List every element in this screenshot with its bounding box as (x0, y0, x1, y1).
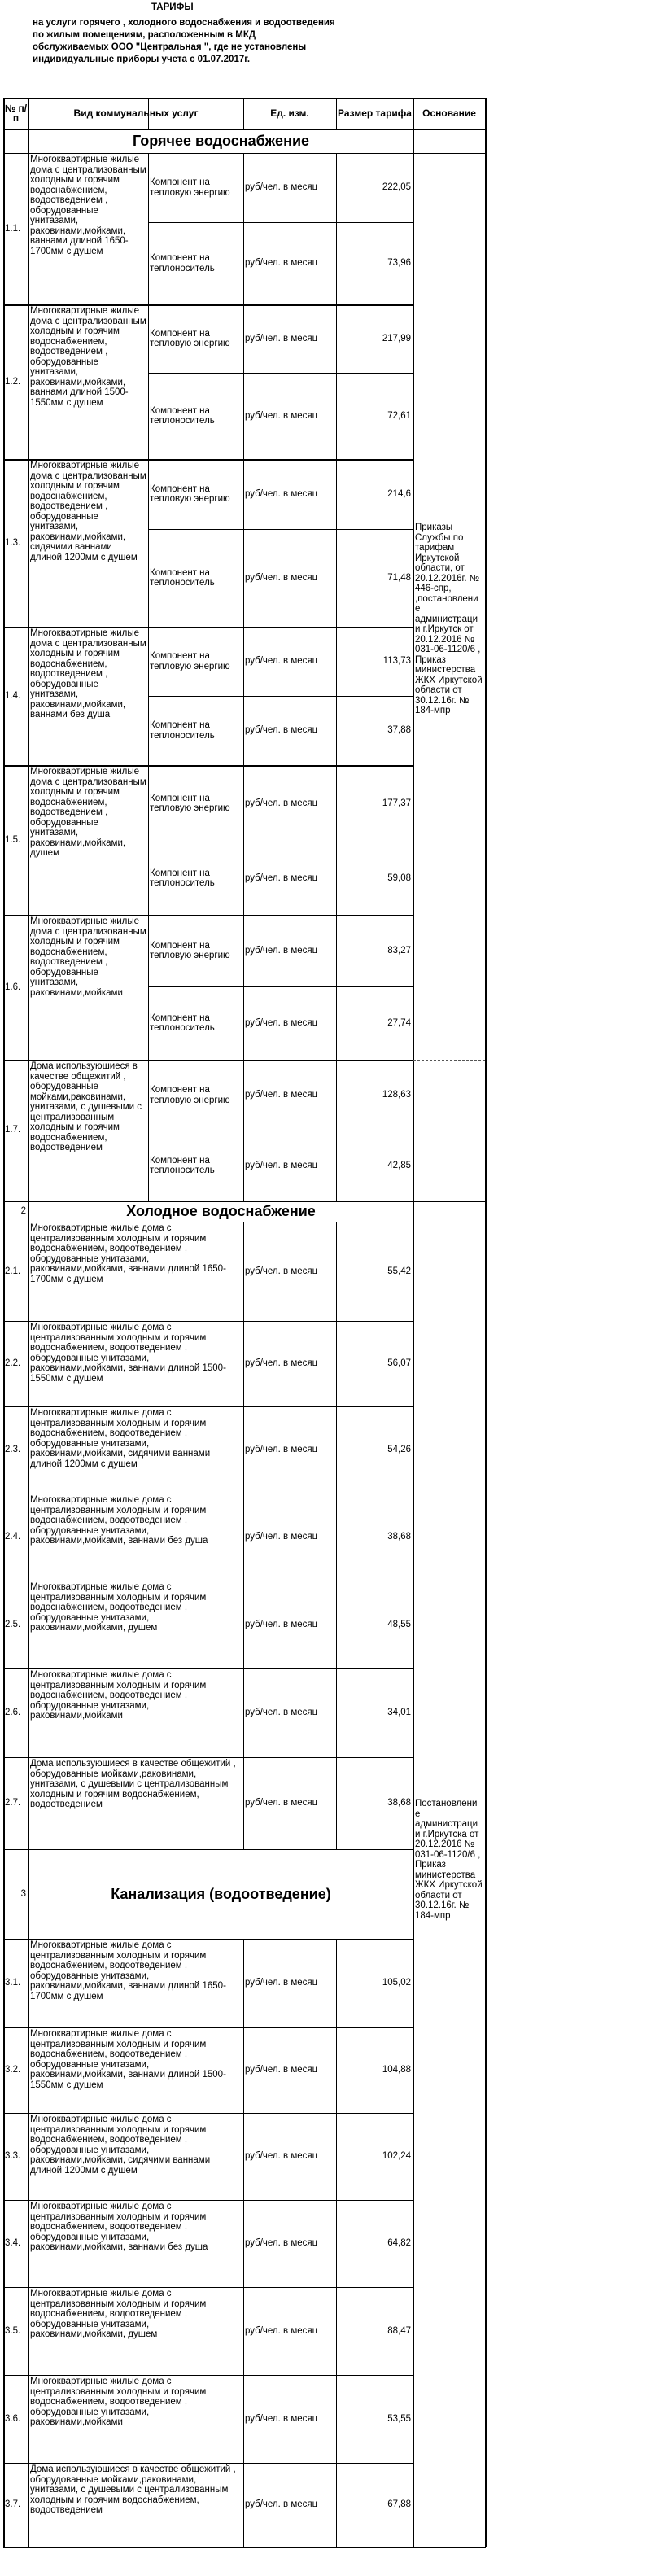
grid-line (243, 2027, 244, 2113)
grid-line (3, 1939, 5, 2027)
grid-line (243, 1581, 244, 1668)
grid-line (3, 1494, 5, 1581)
grid-line (413, 1939, 414, 2027)
service-description: Многоквартирные жилые дома с централизованным холодным и горячим водоснабжением, водоотведением , оборудованные унитазами, раковинами,мойками (30, 1670, 207, 1721)
grid-line (243, 1406, 244, 1494)
row-number: 2.1. (5, 1266, 21, 1276)
grid-line (243, 459, 244, 627)
row-number: 1.6. (5, 982, 21, 992)
tariff-value: 54,26 (387, 1445, 411, 1455)
row-number: 1.5. (5, 834, 21, 845)
tariff-value: 71,48 (387, 572, 411, 583)
grid-line (28, 1201, 29, 1222)
component-thermal-energy: Компонент на тепловую энергию (150, 177, 230, 198)
section-number-sewer: 3 (20, 1888, 26, 1899)
grid-line (148, 627, 149, 765)
grid-line (485, 1849, 487, 1939)
grid-line (28, 1222, 29, 1321)
section-title-hot: Горячее водоснабжение (132, 132, 310, 149)
row-number: 2.2. (5, 1358, 21, 1369)
grid-line (336, 627, 337, 765)
grid-line (336, 2287, 337, 2375)
grid-line (3, 129, 5, 153)
unit-cell: руб/чел. в месяц (245, 1532, 318, 1542)
row-number: 1.4. (5, 690, 21, 701)
grid-line (336, 304, 337, 459)
tariff-value: 67,88 (387, 2499, 411, 2510)
tariff-value: 105,02 (382, 1978, 411, 1988)
unit-cell: руб/чел. в месяц (245, 2238, 318, 2249)
tariff-value: 113,73 (382, 656, 411, 667)
unit-cell: руб/чел. в месяц (245, 1090, 318, 1100)
component-thermal-energy: Компонент на тепловую энергию (150, 793, 230, 813)
grid-line (485, 153, 487, 304)
component-thermal-energy: Компонент на тепловую энергию (150, 328, 230, 348)
header-line-4: индивидуальные приборы учета с 01.07.2017г. (33, 55, 251, 64)
grid-line (413, 1581, 414, 1668)
grid-line (413, 2287, 414, 2375)
unit-cell: руб/чел. в месяц (245, 945, 318, 956)
grid-line (336, 765, 337, 915)
row-number: 3.1. (5, 1978, 21, 1988)
grid-line (28, 2027, 29, 2113)
unit-cell: руб/чел. в месяц (245, 572, 318, 583)
grid-line (3, 153, 5, 304)
unit-cell: руб/чел. в месяц (245, 725, 318, 736)
tariff-value: 38,68 (387, 1532, 411, 1542)
grid-line (413, 1494, 414, 1581)
component-heat-carrier: Компонент на теплоноситель (150, 567, 215, 588)
tariff-value: 88,47 (387, 2325, 411, 2336)
row-number: 2.4. (5, 1532, 21, 1542)
grid-line (148, 986, 414, 987)
grid-line (485, 2113, 487, 2200)
grid-line (28, 627, 29, 765)
grid-line (336, 459, 337, 627)
service-description: Многоквартирные жилые дома с централизованным холодным и горячим водоснабжением, водоотведением , оборудованные унитазами, раковинами,мойками, ваннами длиной 1500-1550мм с душем (30, 1323, 226, 1384)
unit-cell: руб/чел. в месяц (245, 656, 318, 667)
row-number: 3.4. (5, 2238, 21, 2249)
grid-line (336, 2375, 337, 2463)
tariff-value: 104,88 (382, 2065, 411, 2075)
grid-line (336, 1406, 337, 1494)
grid-line (28, 459, 29, 627)
grid-line (243, 1757, 244, 1849)
grid-line (243, 1060, 244, 1201)
grid-line (148, 304, 149, 459)
row-number: 2.7. (5, 1798, 21, 1808)
grid-line (3, 1757, 5, 1849)
grid-line (3, 1668, 5, 1757)
grid-line (3, 1849, 5, 1939)
grid-line (243, 1939, 244, 2027)
unit-cell: руб/чел. в месяц (245, 2325, 318, 2336)
grid-line (485, 2287, 487, 2375)
grid-line (148, 696, 414, 697)
tariff-value: 27,74 (387, 1017, 411, 1028)
header-line-1: на услуги горячего , холодного водоснабжения и водоотведения (33, 18, 335, 28)
unit-cell: руб/чел. в месяц (245, 488, 318, 499)
unit-cell: руб/чел. в месяц (245, 1708, 318, 1718)
grid-line (413, 1849, 414, 1939)
row-number: 3.3. (5, 2151, 21, 2162)
unit-cell: руб/чел. в месяц (245, 2499, 318, 2510)
service-description: Многоквартирные жилые дома с централизованным холодным и горячим водоснабжением, водоотведением , оборудованные унитазами, раковинами,мойками, ваннами длиной 1650-1700мм с душем (30, 1940, 226, 2001)
unit-cell: руб/чел. в месяц (245, 2151, 318, 2162)
grid-line (28, 1939, 29, 2027)
grid-line (243, 304, 244, 459)
grid-line (28, 1494, 29, 1581)
grid-line (336, 1321, 337, 1406)
grid-line (243, 915, 244, 1060)
tariff-value: 48,55 (387, 1619, 411, 1629)
component-heat-carrier: Компонент на теплоноситель (150, 1155, 215, 1175)
component-heat-carrier: Компонент на теплоноситель (150, 1012, 215, 1033)
tariff-value: 83,27 (387, 945, 411, 956)
tariff-value: 53,55 (387, 2413, 411, 2424)
grid-line (413, 129, 414, 153)
unit-cell: руб/чел. в месяц (245, 1017, 318, 1028)
grid-line (28, 915, 29, 1060)
unit-cell: руб/чел. в месяц (245, 798, 318, 808)
grid-line (413, 153, 414, 304)
grid-line (28, 2375, 29, 2463)
grid-line (3, 1321, 5, 1406)
grid-line (243, 153, 244, 304)
grid-line (485, 1060, 487, 1201)
grid-line (243, 2200, 244, 2287)
service-description: Многоквартирные жилые дома с централизованным холодным и горячим водоснабжением, водоотведением , оборудованные унитазами, раковинами,мойками (30, 2377, 207, 2427)
row-number: 2.6. (5, 1708, 21, 1718)
grid-line (413, 2547, 486, 2548)
service-description: Дома используюшиеся в качестве общежитий , оборудованные мойками,раковинами, унитазами, с душевыми с централизованным холодным и горячим водоснабжением, водоотведением (30, 1061, 142, 1152)
grid-line (3, 2287, 5, 2375)
grid-line (243, 765, 244, 915)
grid-line (413, 1222, 414, 1321)
unit-cell: руб/чел. в месяц (245, 333, 318, 343)
grid-line (336, 2463, 337, 2547)
grid-line (148, 153, 149, 304)
grid-line (28, 1321, 29, 1406)
header-col-num: № п/п (4, 102, 28, 124)
grid-line (485, 915, 487, 1060)
grid-line (3, 2375, 5, 2463)
grid-line (336, 2200, 337, 2287)
grid-line (243, 2463, 244, 2547)
grid-line (485, 1222, 487, 1321)
header-line-3: обслуживаемых ООО "Центральная ", где не установлены (33, 42, 307, 52)
basis-note-hot: Приказы Службы по тарифам Иркутской области, от 20.12.2016г. № 446-спр, ,постановлени е администраци и г.Иркутск от 20.12.2016 № 031-06-1120/6 , Приказ министерства ЖКХ Иркутской области от 30.12.16г. № 184-мпр (415, 523, 483, 715)
basis-note-cold: Постановлени е администраци и г.Иркутска от 20.12.2016 № 031-06-1120/6 , Приказ министерства ЖКХ Иркутской области от 30.12.16г. № 184-мпр (415, 1799, 483, 1921)
unit-cell: руб/чел. в месяц (245, 1445, 318, 1455)
grid-line (148, 222, 414, 223)
grid-line (243, 627, 244, 765)
grid-line (28, 2287, 29, 2375)
grid-line (336, 1222, 337, 1321)
tariff-value: 38,68 (387, 1798, 411, 1808)
section-title-sewer: Канализация (водоотведение) (111, 1885, 331, 1902)
grid-line (336, 2027, 337, 2113)
grid-line (485, 2200, 487, 2287)
tariff-value: 222,05 (382, 182, 411, 193)
grid-line (3, 2547, 414, 2548)
tariff-value: 56,07 (387, 1358, 411, 1369)
grid-line (28, 153, 29, 304)
tariff-value: 73,96 (387, 258, 411, 269)
tariff-value: 128,63 (382, 1090, 411, 1100)
unit-cell: руб/чел. в месяц (245, 1619, 318, 1629)
tariff-value: 177,37 (382, 798, 411, 808)
grid-line (336, 1060, 337, 1201)
service-description: Многоквартирные жилые дома с централизованным холодным и горячим водоснабжением, водоотведением , оборудованные унитазами, раковинами,мойками, ваннами длиной 1650-1700мм с душем (30, 155, 146, 256)
grid-line (3, 627, 5, 765)
grid-line (28, 765, 29, 915)
service-description: Многоквартирные жилые дома с централизованным холодным и горячим водоснабжением, водоотведением , оборудованные унитазами, раковинами,мойками, сидячими ваннами длиной 1200мм с душем (30, 1408, 211, 1469)
grid-line (413, 1406, 414, 1494)
grid-line (3, 765, 5, 915)
unit-cell: руб/чел. в месяц (245, 1978, 318, 1988)
section-number-cold: 2 (20, 1205, 26, 1216)
row-number: 1.2. (5, 376, 21, 387)
service-description: Дома используюшиеся в качестве общежитий , оборудованные мойками,раковинами, унитазами, с душевыми с централизованным холодным и горячим водоснабжением, водоотведением (30, 1759, 236, 1809)
grid-line (485, 765, 487, 915)
service-description: Многоквартирные жилые дома с централизованным холодным и горячим водоснабжением, водоотведением , оборудованные унитазами, раковинами,мойками, душем (30, 1582, 207, 1633)
grid-line (28, 1060, 29, 1201)
component-heat-carrier: Компонент на теплоноситель (150, 253, 215, 273)
unit-cell: руб/чел. в месяц (245, 1358, 318, 1369)
grid-line (243, 1222, 244, 1321)
grid-line (485, 2027, 487, 2113)
unit-cell: руб/чел. в месяц (245, 410, 318, 421)
row-number: 1.3. (5, 537, 21, 548)
grid-line (413, 2463, 414, 2547)
tariff-value: 102,24 (382, 2151, 411, 2162)
grid-line (148, 373, 414, 374)
grid-line (413, 915, 414, 1060)
grid-line (243, 2113, 244, 2200)
grid-line (3, 2113, 5, 2200)
unit-cell: руб/чел. в месяц (245, 873, 318, 883)
component-thermal-energy: Компонент на тепловую энергию (150, 940, 230, 960)
grid-line (336, 1757, 337, 1849)
grid-line (28, 1757, 29, 1849)
tariff-value: 42,85 (387, 1160, 411, 1170)
grid-line (148, 1060, 149, 1201)
unit-cell: руб/чел. в месяц (245, 1798, 318, 1808)
grid-line (336, 2113, 337, 2200)
service-description: Многоквартирные жилые дома с централизованным холодным и горячим водоснабжением, водоотведением , оборудованные унитазами, раковинами,мойками, душем (30, 2289, 207, 2339)
grid-line (485, 1757, 487, 1849)
grid-line (28, 2463, 29, 2547)
row-number: 2.3. (5, 1445, 21, 1455)
tariff-value: 217,99 (382, 333, 411, 343)
grid-line (485, 459, 487, 627)
grid-line (3, 2463, 5, 2547)
grid-line (413, 1060, 414, 1201)
grid-line (413, 2113, 414, 2200)
header-col-service: Вид коммунальных услуг (73, 107, 199, 119)
grid-line (485, 2463, 487, 2547)
grid-line (336, 1668, 337, 1757)
section-title-cold: Холодное водоснабжение (126, 1202, 316, 1219)
component-thermal-energy: Компонент на тепловую энергию (150, 1085, 230, 1105)
grid-line (485, 1668, 487, 1757)
component-thermal-energy: Компонент на тепловую энергию (150, 651, 230, 671)
service-description: Многоквартирные жилые дома с централизованным холодным и горячим водоснабжением, водоотведением , оборудованные унитазами, раковинами,мойками, сидячими ваннами длиной 1200мм с душем (30, 461, 146, 562)
grid-line (413, 2027, 414, 2113)
grid-line (28, 1849, 29, 1939)
header-col-unit: Ед. изм. (270, 107, 309, 119)
grid-line (28, 304, 29, 459)
service-description: Многоквартирные жилые дома с централизованным холодным и горячим водоснабжением, водоотведением , оборудованные унитазами, раковинами,мойками, ваннами без душа (30, 1495, 208, 1546)
row-number: 3.5. (5, 2325, 21, 2336)
grid-line (3, 459, 5, 627)
grid-line (148, 765, 149, 915)
unit-cell: руб/чел. в месяц (245, 258, 318, 269)
grid-line (243, 2375, 244, 2463)
dashed-divider (413, 1060, 485, 1061)
grid-line (28, 1581, 29, 1668)
service-description: Многоквартирные жилые дома с централизованным холодным и горячим водоснабжением, водоотведением , оборудованные унитазами, раковинами,мойками, ваннами длиной 1500-1550мм с душем (30, 2029, 226, 2090)
row-number: 1.7. (5, 1125, 21, 1135)
grid-line (28, 1668, 29, 1757)
tariff-value: 34,01 (387, 1708, 411, 1718)
service-description: Дома используюшиеся в качестве общежитий , оборудованные мойками,раковинами, унитазами, с душевыми с централизованным холодным и горячим водоснабжением, водоотведением (30, 2464, 236, 2515)
grid-line (336, 153, 337, 304)
grid-line (413, 1668, 414, 1757)
tariff-value: 59,08 (387, 873, 411, 883)
service-description: Многоквартирные жилые дома с централизованным холодным и горячим водоснабжением, водоотведением , оборудованные унитазами, раковинами,мойками, душем (30, 767, 146, 858)
service-description: Многоквартирные жилые дома с централизованным холодным и горячим водоснабжением, водоотведением , оборудованные унитазами, раковинами,мойками, ваннами без душа (30, 2202, 208, 2252)
component-heat-carrier: Компонент на теплоноситель (150, 405, 215, 426)
unit-cell: руб/чел. в месяц (245, 182, 318, 193)
grid-line (3, 1222, 5, 1321)
grid-line (243, 1494, 244, 1581)
grid-line (485, 1494, 487, 1581)
grid-line (485, 129, 487, 153)
grid-line (148, 459, 149, 627)
grid-line (485, 1406, 487, 1494)
row-number: 2.5. (5, 1619, 21, 1629)
service-description: Многоквартирные жилые дома с централизованным холодным и горячим водоснабжением, водоотведением , оборудованные унитазами, раковинами,мойками, ваннами длиной 1500-1550мм с душем (30, 306, 146, 408)
grid-line (336, 1494, 337, 1581)
grid-line (336, 915, 337, 1060)
grid-line (3, 2027, 5, 2113)
grid-line (413, 1201, 414, 1222)
grid-line (413, 2200, 414, 2287)
grid-line (485, 2375, 487, 2463)
grid-line (243, 2287, 244, 2375)
grid-line (413, 2375, 414, 2463)
service-description: Многоквартирные жилые дома с централизованным холодным и горячим водоснабжением, водоотведением , оборудованные унитазами, раковинами,мойками, ваннами без душа (30, 628, 146, 719)
grid-line (28, 2200, 29, 2287)
unit-cell: руб/чел. в месяц (245, 2065, 318, 2075)
grid-line (243, 1668, 244, 1757)
grid-line (148, 529, 414, 530)
row-number: 3.6. (5, 2413, 21, 2424)
unit-cell: руб/чел. в месяц (245, 2413, 318, 2424)
grid-line (3, 2200, 5, 2287)
grid-line (28, 1406, 29, 1494)
unit-cell: руб/чел. в месяц (245, 1160, 318, 1170)
grid-line (485, 1581, 487, 1668)
row-number: 3.2. (5, 2065, 21, 2075)
grid-line (3, 915, 5, 1060)
grid-line (413, 1321, 414, 1406)
tariff-value: 214,6 (387, 488, 411, 499)
tariff-value: 64,82 (387, 2238, 411, 2249)
service-description: Многоквартирные жилые дома с централизованным холодным и горячим водоснабжением, водоотведением , оборудованные унитазами, раковинами,мойками (30, 916, 146, 998)
component-heat-carrier: Компонент на теплоноситель (150, 720, 215, 741)
tariff-value: 72,61 (387, 410, 411, 421)
grid-line (3, 304, 5, 459)
grid-line (28, 129, 29, 153)
grid-line (148, 915, 149, 1060)
grid-line (485, 1939, 487, 2027)
component-heat-carrier: Компонент на теплоноситель (150, 868, 215, 888)
grid-line (3, 1406, 5, 1494)
header-line-2: по жилым помещениям, расположенным в МКД (33, 30, 256, 40)
unit-cell: руб/чел. в месяц (245, 1266, 318, 1276)
grid-line (336, 1939, 337, 2027)
service-description: Многоквартирные жилые дома с централизованным холодным и горячим водоснабжением, водоотведением , оборудованные унитазами, раковинами,мойками, ваннами длиной 1650-1700мм с душем (30, 1223, 226, 1284)
grid-line (485, 627, 487, 765)
grid-line (413, 304, 414, 459)
grid-line (485, 98, 487, 129)
grid-line (485, 304, 487, 459)
grid-line (28, 2113, 29, 2200)
grid-line (3, 1060, 5, 1201)
row-number: 1.1. (5, 223, 21, 234)
header-col-tariff: Размер тарифа (338, 107, 412, 119)
header-col-basis: Основание (422, 107, 476, 119)
grid-line (485, 1201, 487, 1222)
grid-line (336, 1581, 337, 1668)
grid-line (3, 1581, 5, 1668)
grid-line (243, 1321, 244, 1406)
service-description: Многоквартирные жилые дома с централизованным холодным и горячим водоснабжением, водоотведением , оборудованные унитазами, раковинами,мойками, сидячими ваннами длиной 1200мм с душем (30, 2115, 211, 2176)
grid-line (3, 1201, 5, 1222)
tariff-value: 37,88 (387, 725, 411, 736)
grid-line (485, 1321, 487, 1406)
tariff-value: 55,42 (387, 1266, 411, 1276)
document-title: ТАРИФЫ (151, 2, 194, 12)
row-number: 3.7. (5, 2499, 21, 2510)
component-thermal-energy: Компонент на тепловую энергию (150, 483, 230, 504)
